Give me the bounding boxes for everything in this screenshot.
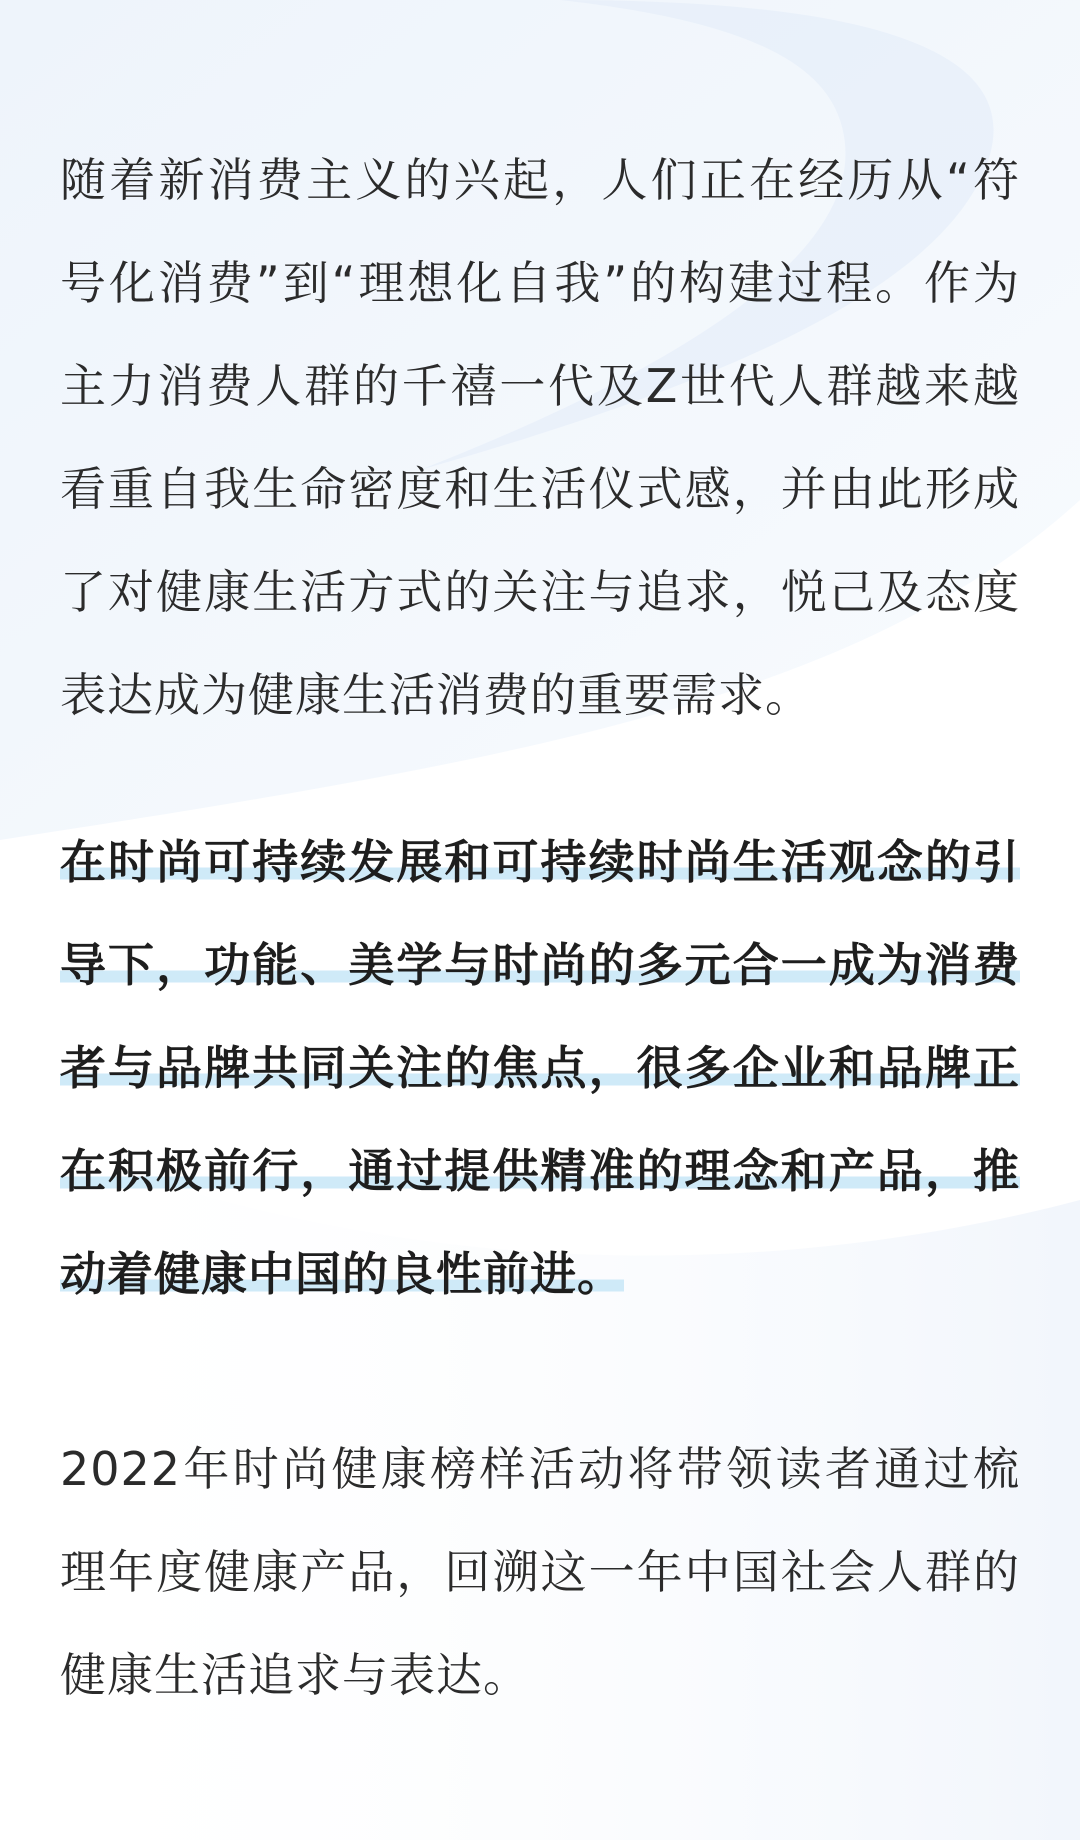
intro-paragraph: 随着新消费主义的兴起，人们正在经历从“符号化消费”到“理想化自我”的构建过程。作为主力消费人群的千禧一代及Z世代人群越来越看重自我生命密度和生活仪式感，并由此形成了对健康生活方式的关注与追求，悦己及态度表达成为健康生活消费的重要需求。 <box>60 153 1020 722</box>
highlighted-paragraph <box>60 811 1020 1326</box>
highlighted-text: 在时尚可持续发展和可持续时尚生活观念的引导下，功能、美学与时尚的多元合一成为消费者与品牌共同关注的焦点，很多企业和品牌正在积极前行，通过提供精准的理念和产品，推动着健康中国的良性前进。 <box>60 835 1020 1301</box>
closing-paragraph: 2022年时尚健康榜样活动将带领读者通过梳理年度健康产品，回溯这一年中国社会人群的健康生活追求与表达。 <box>60 1442 1020 1702</box>
